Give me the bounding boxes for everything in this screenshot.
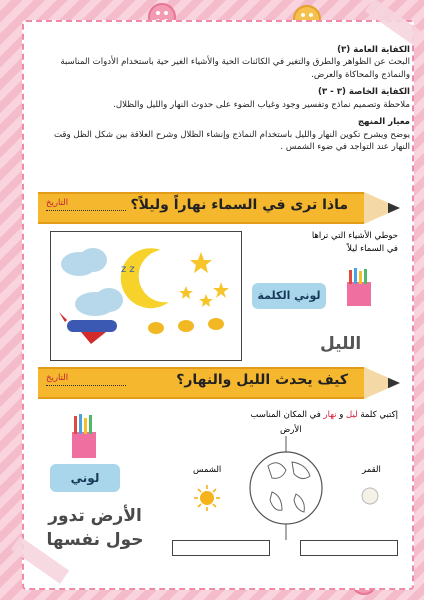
pencil-cup-icon [343,268,375,308]
answer-box-right[interactable] [300,540,398,556]
cloud-icon [75,288,123,316]
question-banner-1 [38,192,400,224]
instruction-prefix: إكتبي كلمة [360,410,398,420]
task1-instruction-line1: حوطي الأشياء التي تراها [311,231,398,241]
moon-label: القمر [362,465,381,475]
svg-text:z z: z z [121,264,135,275]
specific-competency-title: الكفاية الخاصة (٣ - ٣) [317,87,410,98]
word-day: نهار [323,410,337,420]
pencil-tip-icon [364,367,400,399]
answer-box-left[interactable] [172,540,270,556]
color-tag: لوني [50,464,120,492]
pencil-tip-icon [364,192,400,224]
question-text: ماذا ترى في السماء نهاراً وليلاً؟ [130,197,348,213]
task1-instruction [258,230,398,256]
airplane-icon [59,312,117,344]
curriculum-criterion-title: معيار المنهج [357,117,410,128]
date-label: التاريخ [46,373,69,383]
sentence-line2: حول نفسها [46,529,144,550]
general-competency-title: الكفاية العامة (٣) [337,45,410,55]
date-field[interactable] [46,210,126,211]
earth-label: الأرض [280,425,302,435]
task1-instruction-line2: في السماء ليلاً [347,243,398,254]
earth-rotates-sentence[interactable] [30,505,160,553]
pencil-cup-icon [68,414,100,460]
sun-icon [193,484,221,512]
star-icon [179,252,229,307]
night-word[interactable]: الليل [320,334,362,354]
bird-icon [148,318,224,334]
moon-icon [121,248,169,308]
moon-icon [360,486,380,506]
sentence-line1: الأرض تدور [48,506,142,526]
task2-instruction [250,410,398,420]
question-text: كيف يحدث الليل والنهار؟ [176,372,348,388]
competency-section [40,44,410,154]
date-label: التاريخ [46,198,69,208]
sky-objects-illustration [51,232,241,360]
conjunction: و [339,410,344,420]
question-banner-2 [38,367,400,399]
curriculum-criterion-text: يوضح ويشرح تكوين النهار والليل باستخدام النماذج وإنشاء الظلال وشرح العلاقة بين شكل الظل وقت النهار عند التواجد في ضوء الشمس . [53,129,410,153]
color-word-tag: لوني الكلمة [252,283,326,309]
specific-competency-text: ملاحظة وتصميم نماذج وتفسير وجود وغياب الضوء على حدوث النهار والليل والظلال. [113,99,410,110]
date-field[interactable] [46,385,126,386]
earth-globe-icon [248,436,328,540]
general-competency-text: البحث عن الظواهر والطرق والتغير في الكائنات الحية والأشياء الغير حية باستخدام الأدوات المناسبة والنماذج والمحاكاة والعرض. [60,57,410,80]
cloud-icon [61,248,107,276]
instruction-suffix: في المكان المناسب [250,410,321,420]
sun-label: الشمس [193,465,222,475]
word-night: ليل [346,410,358,420]
sky-objects-box [50,231,242,361]
